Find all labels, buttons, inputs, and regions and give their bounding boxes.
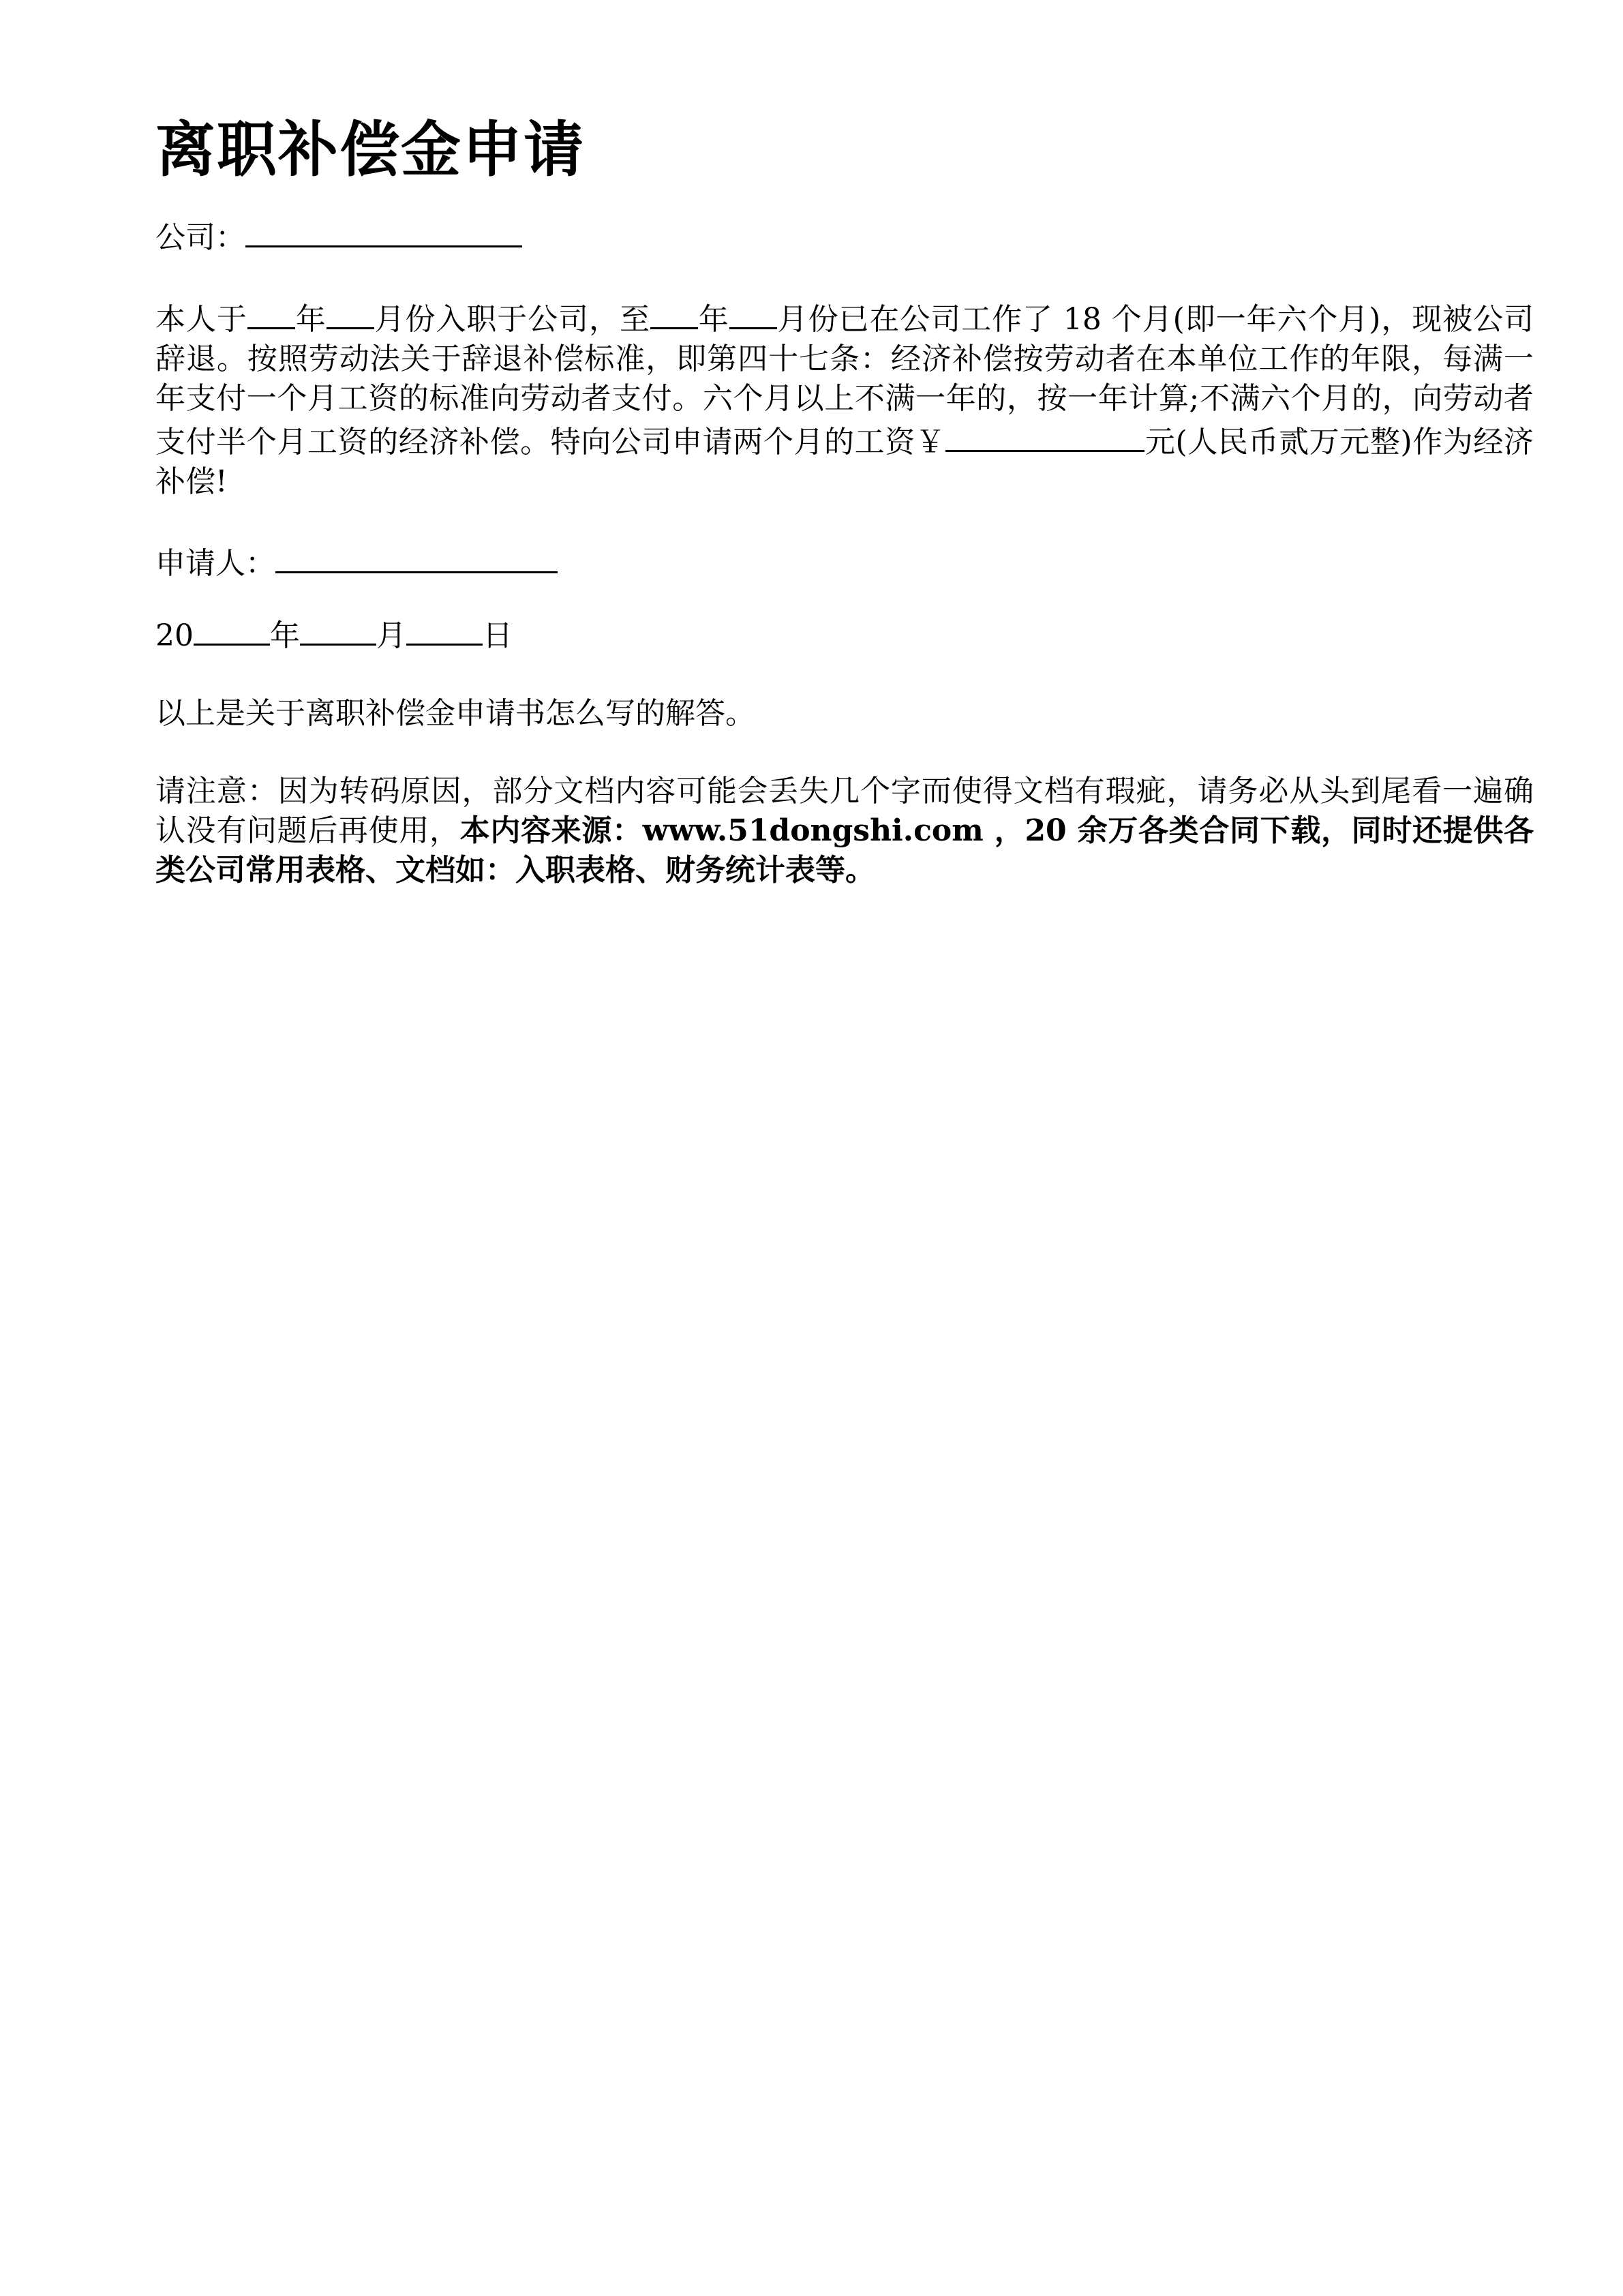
notice-source-text: 本内容来源：www.51dongshi.com ，20 余万各类合同下载，同时还提供各类公司常用表格、文档如：入职表格、财务统计表等。: [155, 813, 1534, 888]
spacer: [155, 502, 1534, 540]
summary-line: 以上是关于离职补偿金申请书怎么写的解答。: [155, 696, 755, 731]
join-year-blank: [247, 296, 295, 329]
spacer: [155, 584, 1534, 612]
applicant-blank: [275, 540, 558, 573]
date-day-label: 日: [483, 618, 513, 653]
body-text-4: 年: [697, 302, 729, 337]
spacer: [155, 258, 1534, 296]
spacer: [155, 656, 1534, 694]
end-month-blank: [729, 296, 777, 329]
document-title: 离职补偿金申请: [155, 115, 586, 185]
date-line: [155, 612, 1534, 656]
applicant-label: 申请人：: [155, 546, 275, 581]
date-year-label: 年: [270, 618, 300, 653]
date-day-blank: [406, 612, 483, 646]
company-label: 公司：: [155, 220, 245, 255]
date-prefix: 20: [155, 618, 194, 653]
body-text-3: 月份入职于公司，至: [374, 302, 650, 337]
end-year-blank: [650, 296, 698, 329]
applicant-line: [155, 540, 1534, 584]
company-line: [155, 214, 1534, 258]
amount-blank: [945, 419, 1144, 452]
body-text-2: 年: [294, 302, 327, 337]
company-blank: [245, 214, 522, 247]
date-month-label: 月: [376, 618, 406, 653]
notice-text: 请注意：因为转码原因，部分文档内容可能会丢失几个字而使得文档有瑕疵，请务必从头到尾看一遍确认没有问题后再使用，: [155, 774, 1534, 848]
body-text-6: 元(人民币贰万元整)作为经济补偿!: [155, 425, 1534, 499]
body-paragraph: [155, 296, 1534, 502]
document-content: [155, 109, 1534, 890]
date-month-blank: [300, 612, 376, 646]
body-text-1: 本人于: [155, 302, 247, 337]
notice-paragraph: [155, 772, 1534, 890]
date-year-blank: [194, 612, 270, 646]
spacer: [155, 734, 1534, 772]
join-month-blank: [327, 296, 374, 329]
body-text-5: 月份已在公司工作了 18 个月(即一年六个月)，现被公司辞退。按照劳动法关于辞退补偿标准，即第四十七条：经济补偿按劳动者在本单位工作的年限，每满一年支付一个月工资的标准向劳动者支付。六个月以上不满一年的，按一年计算;不满六个月的，向劳动者支付半个月工资的经济补偿。特向公司申请两个月的工资￥: [155, 302, 1534, 459]
